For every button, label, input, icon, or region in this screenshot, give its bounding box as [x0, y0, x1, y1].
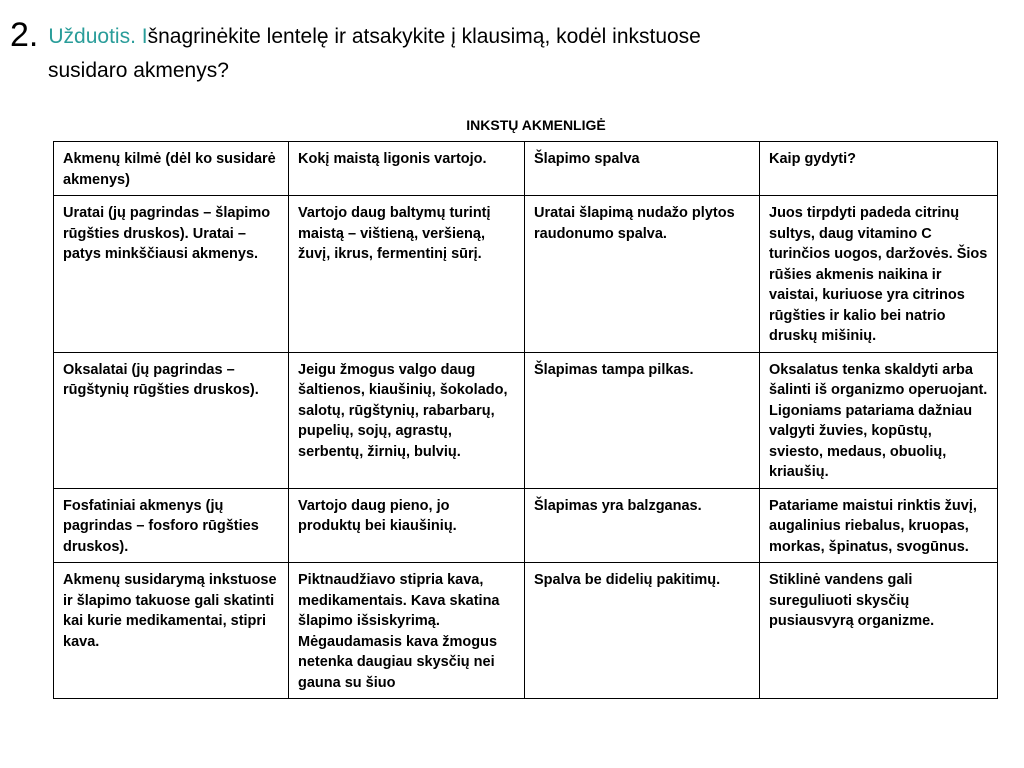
header-treatment: Kaip gydyti? — [760, 142, 998, 196]
table-row — [54, 563, 998, 699]
table-row — [54, 196, 998, 353]
cell-treatment: Patariame maistui rinktis žuvį, augalinius riebalus, kruopas, morkas, špinatus, svogūnus. — [760, 488, 998, 563]
task-label: Užduotis. — [48, 25, 136, 48]
cell-urine-color: Spalva be didelių pakitimų. — [525, 563, 760, 699]
header-food: Kokį maistą ligonis vartojo. — [289, 142, 525, 196]
task-text-line1: šnagrinėkite lentelę ir atsakykite į klausimą, kodėl inkstuose — [147, 25, 701, 48]
cell-urine-color: Šlapimas yra balzganas. — [525, 488, 760, 563]
table-row — [54, 352, 998, 488]
cell-food: Vartojo daug baltymų turintį maistą – vištieną, veršieną, žuvį, ikrus, fermentinį sūrį. — [289, 196, 525, 353]
cell-urine-color: Uratai šlapimą nudažo plytos raudonumo spalva. — [525, 196, 760, 353]
cell-food: Piktnaudžiavo stipria kava, medikamentais. Kava skatina šlapimo išsiskyrimą. Mėgaudamasis kava žmogus netenka daugiau skysčių nei gauna su šiuo — [289, 563, 525, 699]
task-first-letter: I — [141, 25, 148, 48]
task-text-line2: susidaro akmenys? — [48, 59, 229, 82]
task-number: 2. — [10, 16, 39, 54]
cell-origin: Fosfatiniai akmenys (jų pagrindas – fosforo rūgšties druskos). — [54, 488, 289, 563]
cell-origin: Akmenų susidarymą inkstuose ir šlapimo takuose gali skatinti kai kurie medikamentai, stipri kava. — [54, 563, 289, 699]
cell-food: Jeigu žmogus valgo daug šaltienos, kiaušinių, šokolado, salotų, rūgštynių, rabarbarų, pupelių, sojų, agrastų, serbentų, žirnių, bulvių. — [289, 352, 525, 488]
task-heading — [10, 18, 1000, 88]
cell-food: Vartojo daug pieno, jo produktų bei kiaušinių. — [289, 488, 525, 563]
cell-treatment: Juos tirpdyti padeda citrinų sultys, daug vitamino C turinčios uogos, daržovės. Šios rūšies akmenis naikina ir vaistai, kuriuose yra citrinos rūgšties ir kalio bei natrio druskų mišinių. — [760, 196, 998, 353]
cell-treatment: Stiklinė vandens gali sureguliuoti skysčių pusiausvyrą organizme. — [760, 563, 998, 699]
header-origin: Akmenų kilmė (dėl ko susidarė akmenys) — [54, 142, 289, 196]
kidney-stones-table — [53, 141, 998, 699]
cell-urine-color: Šlapimas tampa pilkas. — [525, 352, 760, 488]
cell-treatment: Oksalatus tenka skaldyti arba šalinti iš organizmo operuojant. Ligoniams patariama dažniau valgyti žuvies, kopūstų, sviesto, medaus, obuolių, kriaušių. — [760, 352, 998, 488]
table-title: INKSTŲ AKMENLIGĖ — [466, 117, 606, 133]
cell-origin: Uratai (jų pagrindas – šlapimo rūgšties druskos). Uratai – patys minkščiausi akmenys. — [54, 196, 289, 353]
header-urine-color: Šlapimo spalva — [525, 142, 760, 196]
cell-origin: Oksalatai (jų pagrindas – rūgštynių rūgšties druskos). — [54, 352, 289, 488]
table-header-row — [54, 142, 998, 196]
table-row — [54, 488, 998, 563]
